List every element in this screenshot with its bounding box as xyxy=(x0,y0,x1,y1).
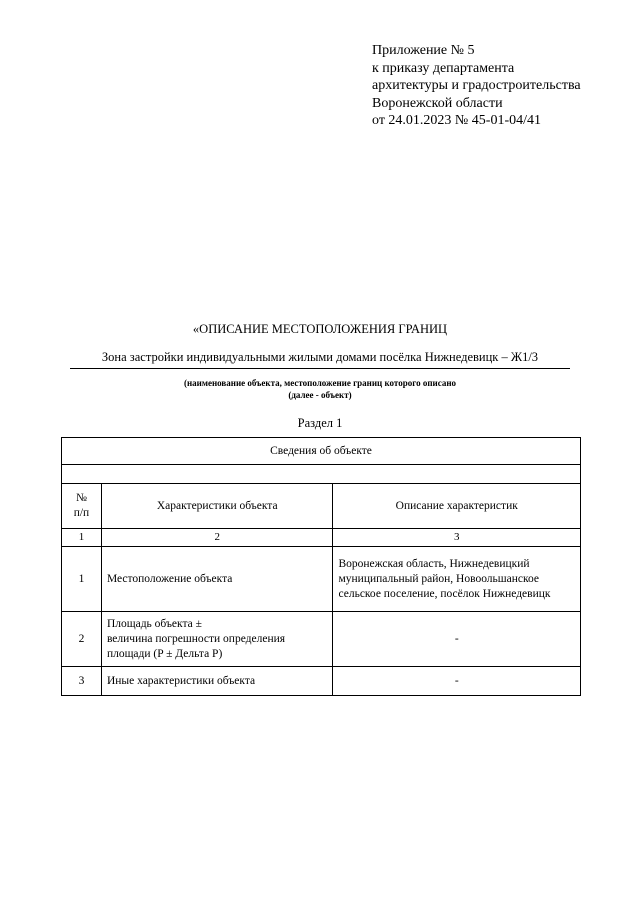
row-description: Воронежская область, Нижнедевицкий муниципальный район, Новоольшанское сельское поселение, посёлок Нижнедевицк xyxy=(333,547,581,612)
row-num: 3 xyxy=(62,667,102,696)
row-num: 2 xyxy=(62,612,102,667)
document-title: «ОПИСАНИЕ МЕСТОПОЛОЖЕНИЯ ГРАНИЦ xyxy=(192,322,448,336)
table-empty-row xyxy=(62,465,581,484)
object-caption-line-1: (наименование объекта, местоположение границ которого описано xyxy=(183,378,457,388)
row-description: - xyxy=(333,667,581,696)
object-caption xyxy=(0,377,640,401)
appendix-line-2: к приказу департамента xyxy=(372,60,515,76)
header-description: Описание характеристик xyxy=(333,484,581,529)
table-header-row xyxy=(62,484,581,529)
header-num: № п/п xyxy=(62,484,102,529)
table-row xyxy=(62,547,581,612)
object-info-table xyxy=(61,437,581,696)
column-number-2: 2 xyxy=(101,529,333,547)
row-characteristic: Местоположение объекта xyxy=(101,547,333,612)
table-column-numbers-row xyxy=(62,529,581,547)
header-characteristic: Характеристики объекта xyxy=(101,484,333,529)
column-number-1: 1 xyxy=(62,529,102,547)
table-row xyxy=(62,667,581,696)
object-name: Зона застройки индивидуальными жилыми домами посёлка Нижнедевицк – Ж1/3 xyxy=(70,350,570,369)
appendix-line-4: Воронежской области xyxy=(372,95,503,111)
object-caption-line-2: (далее - объект) xyxy=(288,390,352,400)
row-characteristic: Площадь объекта ± величина погрешности определения площади (P ± Дельта P) xyxy=(101,612,333,667)
appendix-header xyxy=(372,42,632,130)
appendix-line-3: архитектуры и градостроительства xyxy=(372,78,581,93)
table-caption: Сведения об объекте xyxy=(62,438,581,465)
row-characteristic: Иные характеристики объекта xyxy=(101,667,333,696)
appendix-line-1: Приложение № 5 xyxy=(372,43,475,58)
row-description: - xyxy=(333,612,581,667)
table-empty-cell xyxy=(62,465,581,484)
section-title: Раздел 1 xyxy=(297,416,343,430)
row-num: 1 xyxy=(62,547,102,612)
table-caption-row xyxy=(62,438,581,465)
appendix-line-5: от 24.01.2023 № 45-01-04/41 xyxy=(372,113,542,128)
table-row xyxy=(62,612,581,667)
column-number-3: 3 xyxy=(333,529,581,547)
